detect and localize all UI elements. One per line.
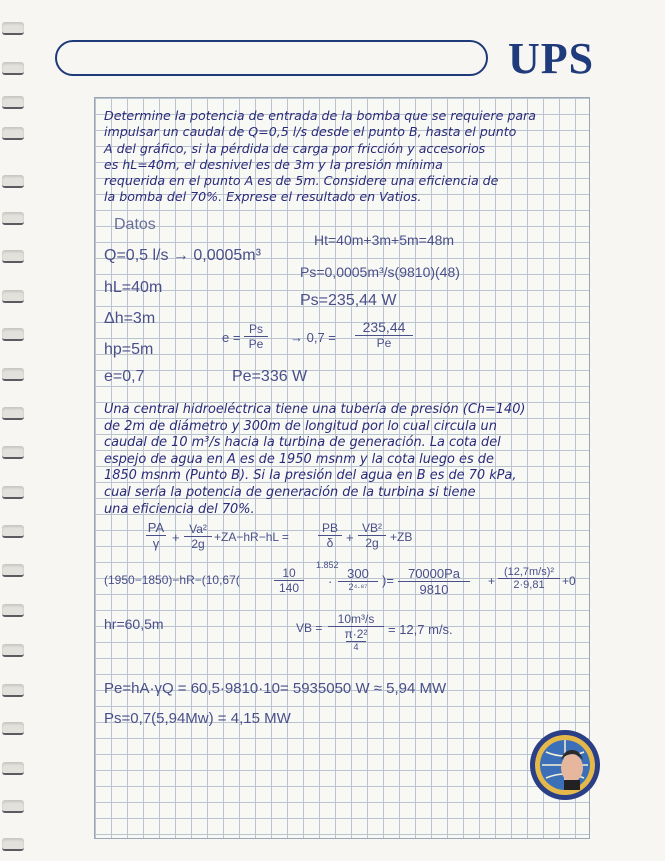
loss-equals: )= [382, 573, 394, 588]
binding-hole [2, 175, 24, 188]
efficiency-numerator: Ps [244, 322, 268, 337]
bernoulli-vb2: VB² [358, 521, 386, 536]
bernoulli-vb-fraction [358, 521, 386, 550]
problem2-line: una eficiencia del 70%. [104, 501, 255, 517]
loss-fraction-3-den: 9810 [419, 582, 449, 597]
loss-fraction-2 [338, 566, 378, 592]
ps-power: Ps=0,7(5,94Mw) = 4,15 MW [104, 710, 291, 727]
bernoulli-middle: +ZA−hR−hL = [214, 530, 289, 544]
ps-formula: Ps=0,0005m³/s(9810)(48) [300, 264, 460, 280]
loss-fraction-2-num: 300 [338, 566, 378, 582]
problem2-statement [104, 402, 525, 518]
problem2-line: de 2m de diámetro y 300m de longitud por lo cual circula un [104, 418, 497, 434]
vb-lhs: VB = [296, 621, 323, 635]
binding-hole [2, 446, 24, 459]
vb-result: = 12,7 m/s. [388, 622, 453, 637]
binding-hole [2, 838, 24, 851]
problem2-line: caudal de 10 m³/s hacia la turbina de generación. La cota del [104, 435, 501, 451]
bernoulli-plus-2: + [346, 530, 354, 545]
spiral-binding [0, 0, 30, 861]
loss-fraction-1 [274, 566, 304, 595]
binding-hole [2, 525, 24, 538]
problem2-line: cual sería la potencia de generación de la turbina si tiene [104, 484, 476, 500]
loss-fraction-4 [498, 566, 560, 591]
binding-hole [2, 407, 24, 420]
datos-hp: hp=5m [104, 341, 154, 358]
efficiency-denominator: Pe [248, 337, 264, 351]
pe-power: Pe=hA·γQ = 60,5·9810·10= 5935050 W ≈ 5,94 MW [104, 680, 447, 697]
loss-fraction-2-den: 2⁴·⁸⁷ [348, 582, 368, 592]
efficiency-denominator-2: Pe [376, 336, 392, 350]
binding-hole [2, 328, 24, 341]
hr-result: hr=60,5m [104, 616, 164, 632]
datos-hl: hL=40m [104, 279, 163, 296]
datos-e: e=0,7 [104, 368, 145, 385]
binding-hole [2, 564, 24, 577]
binding-hole [2, 722, 24, 735]
binding-hole [2, 22, 24, 35]
loss-fraction-1-num: 10 [274, 566, 304, 581]
datos-heading: Datos [114, 216, 156, 233]
bernoulli-va2: Va² [184, 522, 212, 537]
vb-denominator: π·2² [344, 627, 368, 641]
binding-hole [2, 62, 24, 75]
problem1-line: A del gráfico, si la pérdida de carga por fricción y accesorios [104, 140, 486, 156]
binding-hole [2, 644, 24, 657]
bernoulli-plus: + [172, 530, 180, 545]
efficiency-numerator-2: 235,44 [355, 319, 413, 336]
binding-hole [2, 800, 24, 813]
efficiency-fraction [244, 322, 268, 351]
datos-q: Q=0,5 l/s → 0,0005m³ [104, 247, 261, 264]
problem1-line: impulsar un caudal de Q=0,5 l/s desde el punto B, hasta el punto [104, 124, 517, 140]
problem2-line: Una central hidroeléctrica tiene una tubería de presión (Ch=140) [104, 402, 526, 417]
binding-hole [2, 604, 24, 617]
university-emblem-icon [528, 728, 602, 802]
datos-dh: Δh=3m [104, 310, 156, 327]
ht-equation: Ht=40m+3m+5m=48m [314, 232, 455, 248]
binding-hole [2, 762, 24, 775]
bernoulli-delta: δ [326, 536, 334, 550]
bernoulli-gamma: γ [152, 536, 160, 551]
binding-hole [2, 96, 24, 109]
bernoulli-pb: PB [318, 521, 342, 536]
loss-equation-left: (1950−1850)−hR−(10,67( [104, 573, 240, 587]
bernoulli-pb-fraction [318, 521, 342, 550]
loss-fraction-4-num: (12,7m/s)² [498, 566, 560, 579]
problem1-line: la bomba del 70%. Exprese el resultado en Vatios. [104, 189, 422, 205]
pe-result: Pe=336 W [232, 368, 308, 385]
bernoulli-pa-fraction [146, 520, 166, 551]
binding-hole [2, 290, 24, 303]
loss-end: +0 [562, 574, 576, 588]
problem1-line: es hL=40m, el desnivel es de 3m y la presión mínima [104, 156, 443, 172]
loss-dot: · [328, 574, 333, 589]
bernoulli-2g-b: 2g [365, 536, 379, 550]
efficiency-fraction-2 [355, 319, 413, 350]
ups-logo: UPS [508, 34, 595, 83]
loss-plus: + [488, 574, 496, 588]
problem1-line: requerida en el punto A es de 5m. Considere una eficiencia de [104, 173, 499, 189]
loss-fraction-4-den: 2·9,81 [513, 579, 545, 591]
vb-denominator-4: 4 [346, 641, 366, 652]
bernoulli-2g: 2g [191, 537, 205, 551]
binding-hole [2, 127, 24, 140]
binding-hole [2, 486, 24, 499]
binding-hole [2, 684, 24, 697]
header-title-field [55, 40, 488, 76]
problem1-line: Determine la potencia de entrada de la bomba que se requiere para [104, 108, 536, 123]
loss-fraction-3 [398, 566, 470, 597]
vb-fraction [328, 612, 384, 652]
ps-result: Ps=235,44 W [300, 292, 397, 309]
bernoulli-end: +ZB [390, 530, 413, 544]
loss-fraction-3-num: 70000Pa [398, 566, 470, 582]
vb-numerator: 10m³/s [328, 612, 384, 627]
efficiency-lhs: e = [222, 330, 241, 345]
bernoulli-pa: PA [147, 520, 165, 535]
bernoulli-va-fraction [184, 522, 212, 551]
binding-hole [2, 368, 24, 381]
loss-exponent: 1.852 [316, 560, 339, 570]
binding-hole [2, 250, 24, 263]
problem2-line: 1850 msnm (Punto B). Si la presión del agua en B es de 70 kPa, [104, 468, 517, 484]
binding-hole [2, 212, 24, 225]
efficiency-arrow: → 0,7 = [290, 330, 336, 345]
loss-fraction-1-den: 140 [278, 581, 300, 595]
problem2-line: espejo de agua en A es de 1950 msnm y la cota luego es de [104, 451, 494, 467]
problem1-statement [104, 108, 536, 206]
